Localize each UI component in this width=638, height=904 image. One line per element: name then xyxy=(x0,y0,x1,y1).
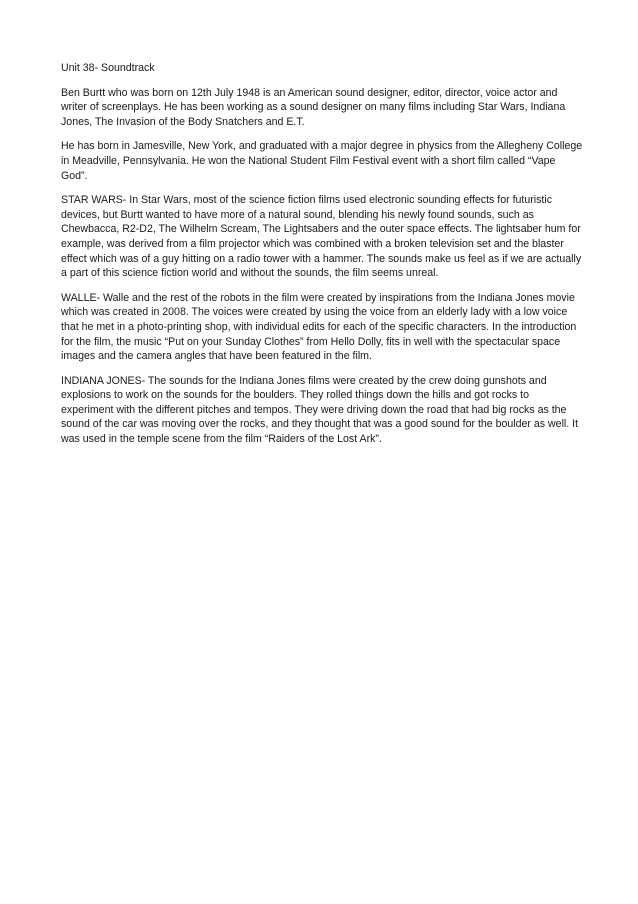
paragraph-star-wars: STAR WARS- In Star Wars, most of the science fiction films used electronic sounding effects for futuristic devices, but Burtt wanted to have more of a natural sound, blending his newly found sounds, such as Chewbacca, R2-D2, The Wilhelm Scream, The Lightsabers and the outer space effects. The lightsaber hum for example, was derived from a film projector which was combined with a broken television set and the blaster effect which was of a guy hitting on a radio tower with a hammer. The sounds make us feel as if we are actually a part of this science fiction world and without the sounds, the film seems unreal. xyxy=(61,194,582,280)
paragraph-indiana-jones: INDIANA JONES- The sounds for the Indiana Jones films were created by the crew doing gunshots and explosions to work on the sounds for the boulders. They rolled things down the hills and got rocks to experiment with the different pitches and tempos. They were driving down the road that had big rocks as the sound of the car was moving over the rocks, and they thought that was a good sound for the boulder as well. It was used in the temple scene from the film “Raiders of the Lost Ark”. xyxy=(61,374,579,446)
paragraph-walle: WALLE- Walle and the rest of the robots in the film were created by inspirations from the Indiana Jones movie which was created in 2008. The voices were created by using the voice from an elderly lady with a low voice that he met in a photo-printing shop, with individual edits for each of the specific characters. In the introduction for the film, the music “Put on your Sunday Clothes” from Hello Dolly, fits in well with the spectacular space images and the camera angles that have been featured in the film. xyxy=(61,291,577,363)
paragraph-ben-burtt-intro: Ben Burtt who was born on 12th July 1948 is an American sound designer, editor, director, voice actor and writer of screenplays. He has been working as a sound designer on many films including Star Wars, Indiana Jones, The Invasion of the Body Snatchers and E.T. xyxy=(61,86,566,128)
paragraph-education: He has born in Jamesville, New York, and graduated with a major degree in physics from the Allegheny College in Meadville, Pennsylvania. He won the National Student Film Festival event with a short film called “Vape God”. xyxy=(61,140,583,182)
document-body xyxy=(61,61,583,457)
document-title: Unit 38- Soundtrack xyxy=(61,62,155,74)
